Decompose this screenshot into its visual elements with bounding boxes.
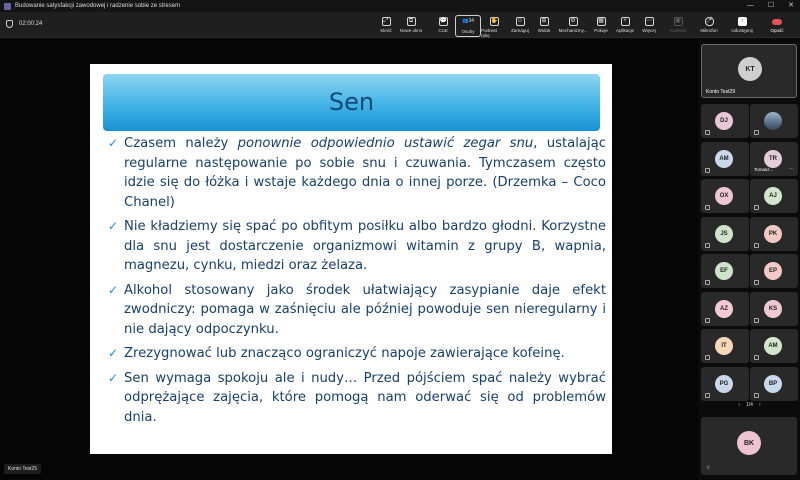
checkmark-icon: ✓	[108, 370, 119, 385]
participant-avatar: EF	[715, 262, 733, 280]
chat-icon: 💬	[439, 18, 447, 24]
mic-off-icon	[754, 280, 759, 285]
participant-avatar: DJ	[715, 112, 733, 130]
participant-tile[interactable]	[701, 104, 749, 138]
self-video-tile[interactable]	[701, 44, 797, 98]
rooms-icon: ▦	[598, 18, 604, 24]
next-page-button[interactable]: ›	[758, 402, 761, 408]
mic-off-icon	[754, 318, 759, 323]
participant-avatar: BK	[737, 431, 761, 455]
apps-button[interactable]	[612, 15, 638, 37]
participant-tile[interactable]	[701, 142, 749, 176]
react-label: Zareaguj	[511, 28, 529, 33]
breakout-rooms-icon: ⚙	[570, 18, 576, 24]
people-count: 34	[468, 18, 474, 24]
checkmark-icon: ✓	[108, 346, 119, 360]
slide-bullets	[108, 134, 606, 432]
participant-avatar: AZ	[715, 300, 733, 318]
participant-avatar: BP	[764, 375, 782, 393]
participant-name: Tomasz...	[754, 166, 774, 172]
microphone-button[interactable]	[696, 15, 722, 37]
mic-off-icon	[705, 355, 710, 360]
participant-tile[interactable]	[750, 217, 798, 251]
participants-panel	[699, 39, 800, 480]
hang-up-icon	[772, 19, 782, 25]
camera-icon: ▣	[675, 18, 681, 24]
react-icon: ☺	[516, 18, 524, 24]
participant-avatar: KS	[764, 300, 782, 318]
leave-button[interactable]	[762, 15, 792, 37]
participant-avatar: EP	[764, 262, 782, 280]
checkmark-icon: ✓	[108, 282, 119, 297]
new-window-button[interactable]	[398, 15, 424, 37]
participant-tile[interactable]	[750, 329, 798, 363]
breakout-rooms-label: Mechanizmy...	[558, 28, 588, 33]
bullet-text: Sen wymaga spokoju ale i nudy… Przed pójściem spać należy wybrać odprężające zajęcia, które pomogą nam oderwać się od problemów dnia.	[124, 370, 606, 425]
page-indicator: 1/4	[746, 402, 753, 408]
window-title: Budowanie satysfakcji zawodowej i radzenie sobie ze stresem	[15, 3, 181, 9]
microphone-icon: 🎤	[705, 18, 713, 24]
teams-app-icon	[4, 3, 11, 10]
view-button[interactable]	[531, 15, 557, 37]
people-icon	[462, 18, 474, 27]
share-button[interactable]	[728, 15, 756, 37]
signal-icon: ıl	[707, 465, 710, 471]
shortcut-label: Skróć	[380, 28, 392, 33]
mic-off-icon	[754, 243, 759, 248]
bullet-item	[108, 217, 606, 276]
participant-avatar: IT	[715, 337, 733, 355]
more-button[interactable]	[636, 15, 662, 37]
window-controls	[747, 0, 794, 12]
participant-photo	[764, 112, 782, 130]
participant-avatar: AJ	[764, 187, 782, 205]
breakout-rooms-button[interactable]	[557, 15, 589, 37]
participant-tile[interactable]	[750, 367, 798, 401]
rooms-button[interactable]	[588, 15, 614, 37]
more-icon: ⋯	[646, 18, 652, 24]
bullet-text-part: Czasem należy	[124, 136, 238, 151]
mic-off-icon	[705, 280, 710, 285]
people-label: Osoby	[461, 29, 475, 34]
participant-tile[interactable]	[701, 292, 749, 326]
meeting-timer	[6, 20, 42, 28]
close-window-button[interactable]: ✕	[788, 2, 794, 9]
bullet-item	[108, 281, 606, 340]
bullet-emphasis: ponownie odpowiednio ustawić zegar snu	[237, 136, 534, 151]
shield-icon	[6, 20, 13, 28]
participant-avatar: TR	[764, 150, 782, 168]
mic-off-icon	[754, 205, 759, 210]
participant-avatar: OX	[715, 187, 733, 205]
mic-off-icon	[705, 130, 710, 135]
checkmark-icon: ✓	[108, 219, 119, 233]
camera-button[interactable]	[665, 15, 691, 37]
mic-off-icon	[754, 393, 759, 398]
mic-off-icon	[705, 393, 710, 398]
share-label: Udostępnij	[731, 28, 753, 33]
new-window-icon: ⧉	[407, 17, 416, 26]
self-name: Konto Test29	[706, 89, 736, 95]
camera-label: Kamera	[670, 28, 686, 33]
raise-hand-label: Podnieś rękę	[481, 28, 498, 38]
more-options-icon[interactable]: ⋯	[789, 165, 794, 172]
self-avatar: KT	[738, 57, 762, 81]
participant-avatar: AM	[764, 337, 782, 355]
participant-tile[interactable]	[750, 142, 798, 176]
maximize-button[interactable]: ☐	[767, 2, 775, 9]
participant-avatar: JS	[715, 225, 733, 243]
slide-title: Sen	[328, 88, 375, 116]
participant-tile[interactable]	[701, 329, 749, 363]
slide-header	[103, 74, 600, 131]
participant-avatar: PG	[715, 375, 733, 393]
view-label: Widok	[537, 28, 551, 33]
timer-text: 02:00:24	[19, 21, 43, 27]
shortcut-icon: ⤢	[382, 17, 391, 26]
new-window-label: Nowe okno	[399, 28, 423, 33]
participant-tile[interactable]	[750, 104, 798, 138]
people-button[interactable]	[455, 15, 481, 37]
participant-tile[interactable]	[701, 179, 749, 213]
rooms-label: Pokoje	[594, 28, 608, 33]
screen-share-area	[0, 39, 698, 480]
leave-label: Opuść	[770, 28, 784, 33]
share-owner-label: Konto Test25	[4, 464, 41, 474]
mic-off-icon	[705, 243, 710, 248]
participant-tile[interactable]	[750, 292, 798, 326]
minimize-button[interactable]: —	[746, 2, 754, 9]
raise-hand-icon: ✋	[490, 18, 498, 24]
bullet-text-part: , ustalając regularne następowanie po sobie snu i czuwania. Tymczasem często idzie się do łóżka i wstaje każdego dnia o innej porze. (Drzemka – Coco Chanel)	[124, 136, 606, 210]
chat-label: Czat	[438, 28, 448, 33]
mic-off-icon	[754, 355, 759, 360]
participant-avatar: AM	[715, 150, 733, 168]
microphone-label: Mikrofon	[700, 28, 718, 33]
bullet-item	[108, 134, 606, 212]
raise-hand-button[interactable]	[481, 15, 507, 37]
bullet-item	[108, 369, 606, 428]
react-button[interactable]	[507, 15, 533, 37]
participant-tile[interactable]	[750, 254, 798, 288]
title-bar	[0, 0, 800, 12]
share-icon: ↑	[738, 17, 747, 26]
more-label: Więcej	[642, 28, 656, 33]
participant-tile[interactable]	[750, 179, 798, 213]
mic-off-icon	[705, 168, 710, 173]
presentation-slide	[90, 64, 612, 454]
meeting-toolbar	[0, 12, 800, 38]
participant-tile[interactable]	[701, 217, 749, 251]
participant-tile[interactable]	[701, 417, 797, 475]
previous-page-button[interactable]: ‹	[738, 402, 741, 408]
apps-label: Aplikacje	[615, 28, 634, 33]
chat-button[interactable]	[430, 15, 456, 37]
bullet-text: Nie kładziemy się spać po obfitym posiłku albo bardzo głodni. Korzystne dla snu jest dostarczenie organizmowi witamin z grupy B, wapnia, magnezu, cynku, miedzi oraz żelaza.	[124, 219, 606, 273]
shortcut-button[interactable]	[373, 15, 399, 37]
participant-tile[interactable]	[701, 367, 749, 401]
bullet-text: Zrezygnować lub znacząco ograniczyć napoje zawierające kofeinę.	[124, 346, 565, 361]
mic-off-icon	[705, 205, 710, 210]
apps-icon: +	[621, 17, 630, 26]
participant-pager	[699, 402, 800, 408]
checkmark-icon: ✓	[108, 136, 119, 150]
mic-off-icon	[705, 318, 710, 323]
people-glyph: 👥	[462, 18, 469, 24]
bullet-item	[108, 344, 606, 364]
bullet-text: Alkohol stosowany jako środek ułatwiający zasypianie daje efekt zwodniczy: pomaga w zaśnięciu ale później powoduje sen nieregularny i nie dający odpoczynku.	[124, 282, 606, 337]
participant-avatar: PK	[764, 225, 782, 243]
view-icon: ⊞	[541, 18, 547, 24]
mic-off-icon	[754, 130, 759, 135]
bullet-text	[124, 134, 606, 212]
participant-tile[interactable]	[701, 254, 749, 288]
